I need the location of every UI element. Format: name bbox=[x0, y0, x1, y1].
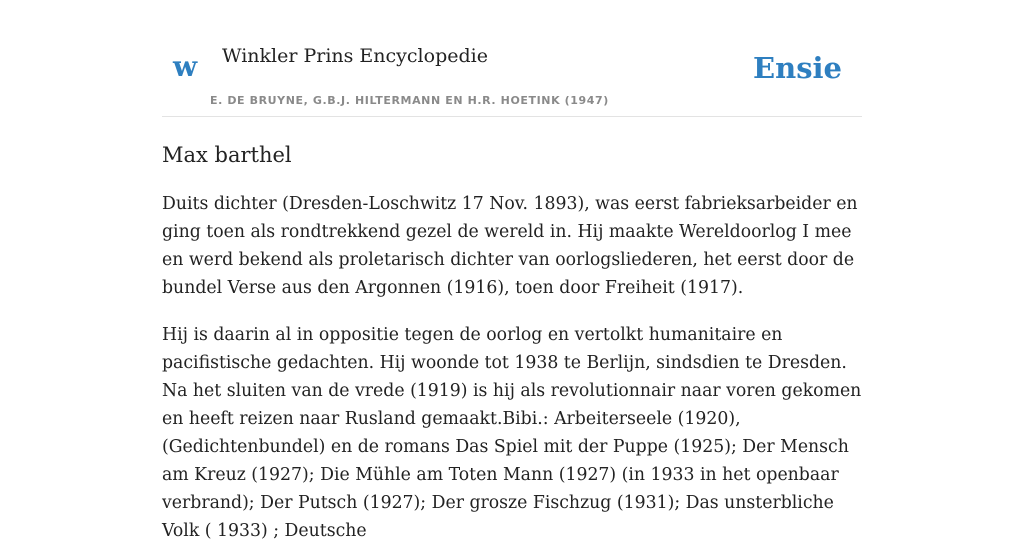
site-header bbox=[162, 0, 862, 117]
winkler-prins-logo[interactable]: w bbox=[173, 50, 198, 83]
publication-authors: E. DE BRUYNE, G.B.J. HILTERMANN EN H.R. HOETINK (1947) bbox=[210, 94, 609, 107]
article-title: Max barthel bbox=[162, 143, 292, 167]
article bbox=[162, 138, 862, 545]
publication-title: Winkler Prins Encyclopedie bbox=[222, 45, 488, 67]
article-paragraph: Duits dichter (Dresden-Loschwitz 17 Nov. 1893), was eerst fabrieksarbeider en ging toen als rondtrekkend gezel de wereld in. Hij maakte Wereldoorlog I mee en werd bekend als proletarisch dichter van oorlogsliederen, het eerst door de bundel Verse aus den Argonnen (1916), toen door Freiheit (1917). bbox=[162, 194, 858, 298]
ensie-brand-link[interactable]: Ensie bbox=[753, 51, 842, 85]
article-paragraph: Hij is daarin al in oppositie tegen de oorlog en vertolkt humanitaire en pacifistische gedachten. Hij woonde tot 1938 te Berlijn, sindsdien te Dresden. Na het sluiten van de vrede (1919) is hij als revolutionnair naar voren gekomen en heeft reizen naar Rusland gemaakt.Bibi.: Arbeiterseele (1920), (Gedichtenbundel) en de romans Das Spiel mit der Puppe (1925); Der Mensch am Kreuz (1927); Die Mühle am Toten Mann (1927) (in 1933 in het openbaar verbrand); Der Putsch (1927); Der grosze Fischzug (1931); Das unsterbliche Volk ( 1933) ; Deutsche bbox=[162, 325, 862, 541]
